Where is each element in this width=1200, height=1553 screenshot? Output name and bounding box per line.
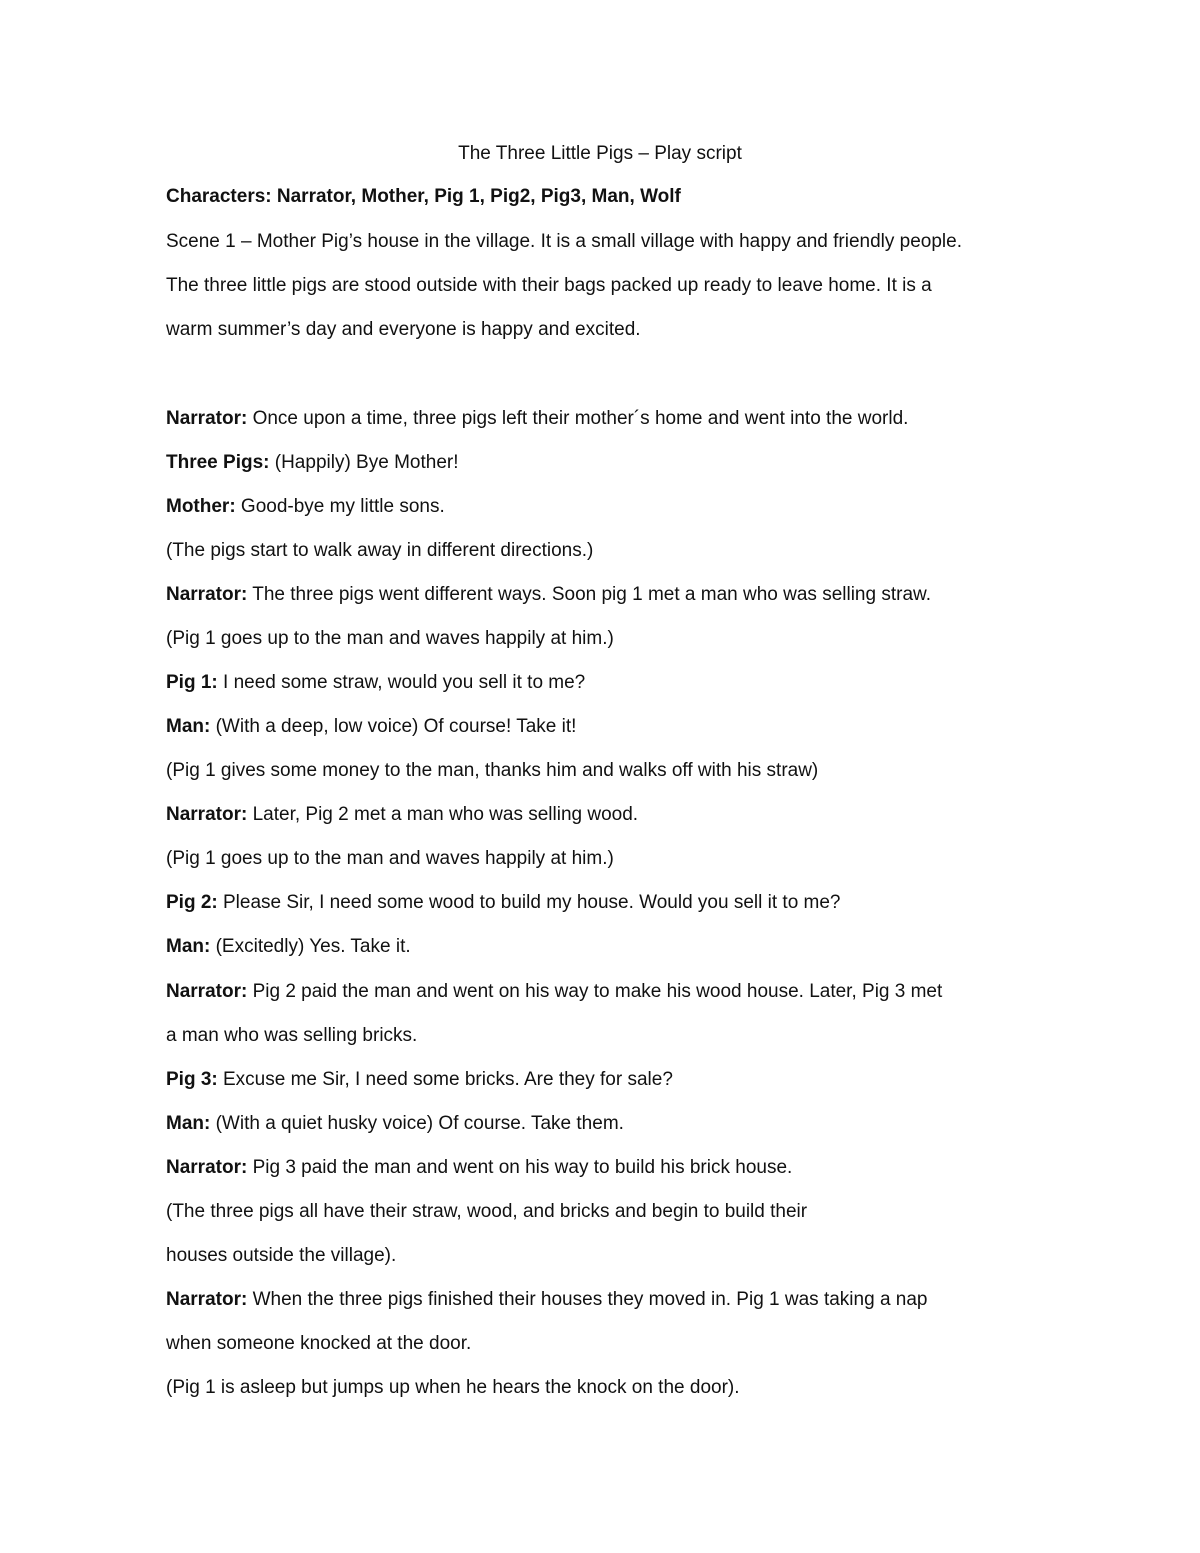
stage-direction (166, 846, 614, 872)
dialogue-text: when someone knocked at the door. (166, 1333, 472, 1354)
dialogue-text: (Pig 1 is asleep but jumps up when he hears the knock on the door). (166, 1377, 740, 1398)
speaker-label: Narrator: (166, 1289, 248, 1310)
dialogue-text: (Happily) Bye Mother! (269, 452, 459, 473)
dialogue-text: (Pig 1 goes up to the man and waves happily at him.) (166, 848, 614, 869)
stage-direction (166, 1199, 807, 1225)
document-title: The Three Little Pigs – Play script (458, 143, 742, 164)
stage-direction (166, 758, 818, 784)
dialogue-text: Later, Pig 2 met a man who was selling wood. (247, 804, 639, 825)
dialogue-text: I need some straw, would you sell it to me? (217, 672, 586, 693)
dialogue-text: (Excitedly) Yes. Take it. (210, 936, 411, 957)
dialogue-text: Good-bye my little sons. (235, 496, 445, 517)
script-line (166, 670, 585, 696)
dialogue-text: Please Sir, I need some wood to build my house. Would you sell it to me? (217, 892, 841, 913)
script-line (166, 979, 942, 1005)
script-line (166, 1155, 792, 1181)
dialogue-text: (The three pigs all have their straw, wood, and bricks and begin to build their (166, 1201, 808, 1222)
stage-direction (166, 1375, 740, 1401)
script-line (166, 802, 638, 828)
script-line (166, 1067, 673, 1093)
dialogue-text: houses outside the village). (166, 1245, 397, 1266)
dialogue-text: (With a quiet husky voice) Of course. Take them. (210, 1113, 624, 1134)
script-line (166, 406, 908, 432)
dialogue-text: (Pig 1 goes up to the man and waves happily at him.) (166, 628, 614, 649)
script-line (166, 714, 576, 740)
speaker-label: Pig 2: (166, 892, 218, 913)
dialogue-text: Once upon a time, three pigs left their mother´s home and went into the world. (247, 408, 909, 429)
speaker-label: Narrator: (166, 408, 248, 429)
setting-line: warm summer’s day and everyone is happy and excited. (166, 319, 641, 340)
setting-line: The three little pigs are stood outside with their bags packed up ready to leave home. It is a (166, 275, 932, 296)
dialogue-text: a man who was selling bricks. (166, 1025, 418, 1046)
dialogue-text: When the three pigs finished their houses they moved in. Pig 1 was taking a nap (247, 1289, 928, 1310)
speaker-label: Narrator: (166, 584, 248, 605)
stage-direction-continuation (166, 1243, 396, 1269)
speaker-label: Three Pigs: (166, 452, 270, 473)
speaker-label: Narrator: (166, 1157, 248, 1178)
speaker-label: Narrator: (166, 981, 248, 1002)
script-line (166, 1287, 928, 1313)
dialogue-text: Pig 3 paid the man and went on his way to build his brick house. (247, 1157, 793, 1178)
speaker-label: Mother: (166, 496, 236, 517)
script-line (166, 1111, 624, 1137)
script-line-continuation (166, 1331, 471, 1357)
speaker-label: Pig 1: (166, 672, 218, 693)
speaker-label: Man: (166, 1113, 211, 1134)
speaker-label: Narrator: (166, 804, 248, 825)
setting-line: Scene 1 – Mother Pig’s house in the village. It is a small village with happy and friendly people. (166, 231, 962, 252)
script-line (166, 934, 411, 960)
script-line-continuation (166, 1023, 417, 1049)
dialogue-text: (With a deep, low voice) Of course! Take it! (210, 716, 577, 737)
script-line (166, 582, 931, 608)
speaker-label: Pig 3: (166, 1069, 218, 1090)
dialogue-text: (Pig 1 gives some money to the man, thanks him and walks off with his straw) (166, 760, 819, 781)
script-line (166, 890, 841, 916)
speaker-label: Man: (166, 936, 211, 957)
speaker-label: Man: (166, 716, 211, 737)
dialogue-text: The three pigs went different ways. Soon pig 1 met a man who was selling straw. (247, 584, 931, 605)
script-line (166, 494, 445, 520)
dialogue-text: Excuse me Sir, I need some bricks. Are they for sale? (217, 1069, 673, 1090)
stage-direction (166, 626, 614, 652)
dialogue-text: Pig 2 paid the man and went on his way to make his wood house. Later, Pig 3 met (247, 981, 943, 1002)
script-line (166, 450, 459, 476)
stage-direction (166, 538, 593, 564)
characters-list: Characters: Narrator, Mother, Pig 1, Pig2, Pig3, Man, Wolf (166, 186, 681, 207)
dialogue-text: (The pigs start to walk away in different directions.) (166, 540, 594, 561)
